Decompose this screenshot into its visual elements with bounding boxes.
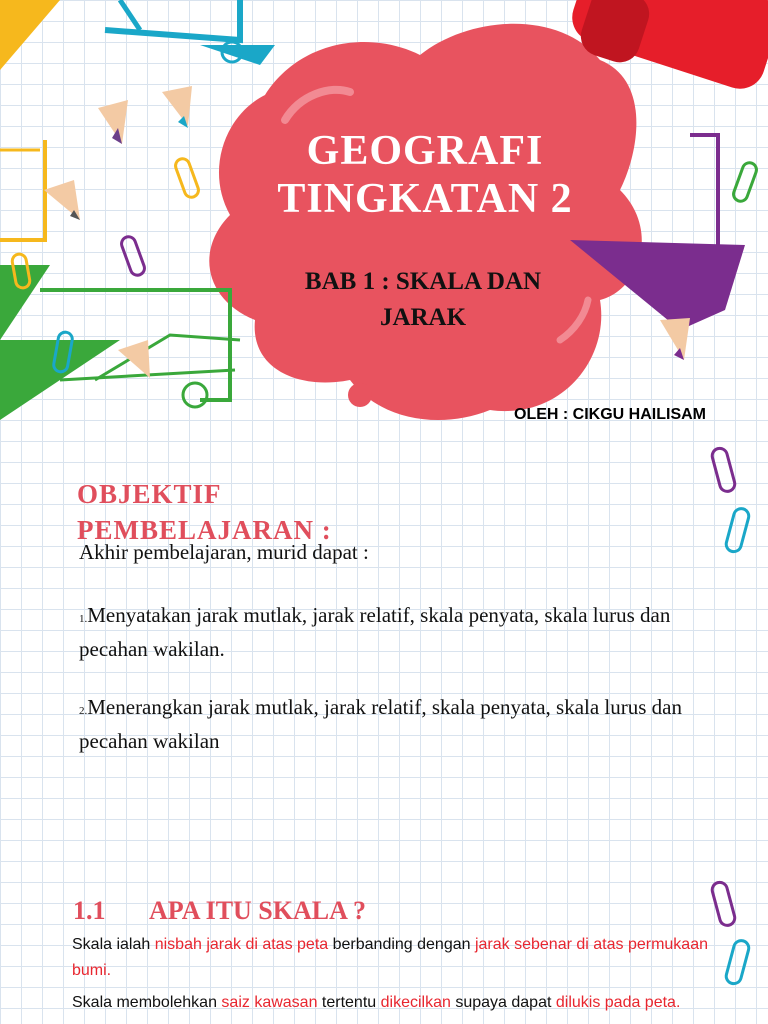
cover-subtitle: BAB 1 : SKALA DAN JARAK xyxy=(304,268,542,331)
paragraph-text: berbanding dengan xyxy=(328,936,475,953)
section-heading xyxy=(73,896,366,926)
paper-clip-icon xyxy=(711,881,737,927)
objective-text: Menerangkan jarak mutlak, jarak relatif, skala penyata, skala lurus dan pecahan wakilan xyxy=(79,695,683,753)
paragraph-text: supaya dapat xyxy=(450,994,556,1011)
highlighted-term: dikecilkan xyxy=(380,994,451,1011)
paper-clip-icon xyxy=(120,235,147,277)
pencil-icon xyxy=(118,340,150,378)
paper-clip-icon xyxy=(725,507,751,553)
paragraph-text: tertentu xyxy=(317,994,381,1011)
green-set-square-icon xyxy=(0,265,240,420)
objective-number: 2. xyxy=(79,705,88,717)
paper-clip-icon xyxy=(725,939,751,985)
yellow-set-square-icon xyxy=(0,0,60,240)
objectives-intro: Akhir pembelajaran, murid dapat : xyxy=(79,540,369,564)
objective-item xyxy=(79,600,719,664)
section-title: APA ITU SKALA ? xyxy=(149,896,366,925)
highlighted-term: dilukis pada peta. xyxy=(555,994,681,1011)
paper-clip-icon xyxy=(174,157,201,199)
objective-number: 1. xyxy=(79,613,88,625)
objectives-heading: OBJEKTIF PEMBELAJARAN : xyxy=(77,479,332,545)
pencil-icon xyxy=(98,100,128,144)
paragraph-text: Skala membolehkan xyxy=(72,994,222,1011)
paint-drop xyxy=(348,383,372,407)
highlighted-term: jarak sebenar di atas permukaan bumi. xyxy=(72,936,708,979)
objective-text: Menyatakan jarak mutlak, jarak relatif, skala penyata, skala lurus dan pecahan wakilan. xyxy=(79,603,671,661)
author-credit: OLEH : CIKGU HAILISAM xyxy=(514,406,706,423)
paper-clip-icon xyxy=(732,161,759,203)
purpose-paragraph xyxy=(72,990,712,1016)
definition-paragraph xyxy=(72,932,712,984)
section-number: 1.1 xyxy=(73,896,106,925)
cover-title-line-1: GEOGRAFI xyxy=(306,128,544,174)
blue-set-square-icon xyxy=(105,0,275,65)
highlighted-term: saiz kawasan xyxy=(221,994,318,1011)
paragraph-text: Skala ialah xyxy=(72,936,155,953)
pencil-icon xyxy=(660,318,690,360)
pencil-icon xyxy=(44,180,80,220)
highlighted-term: nisbah jarak di atas peta xyxy=(154,936,329,953)
pencil-icon xyxy=(162,86,192,128)
paper-clip-icon xyxy=(711,447,737,493)
objective-item xyxy=(79,692,719,756)
cover-title-line-2: TINGKATAN 2 xyxy=(277,176,573,222)
